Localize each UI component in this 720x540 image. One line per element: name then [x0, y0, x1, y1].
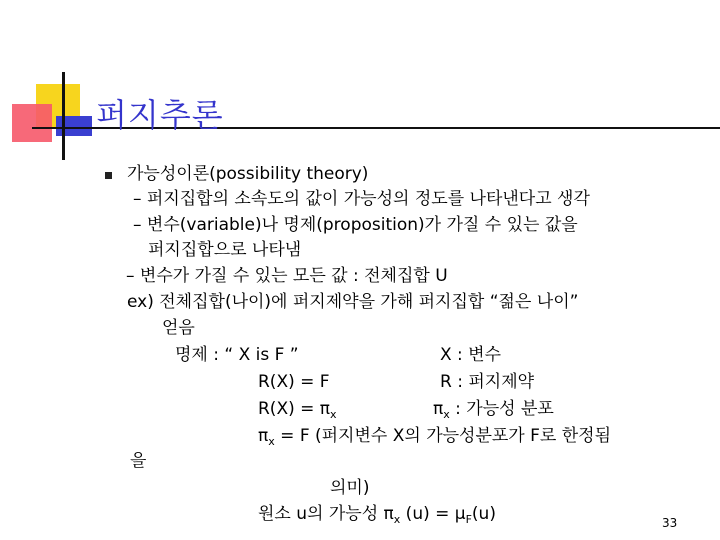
- text-line-8-left: 명제 : “ X is F ”: [175, 345, 299, 365]
- text-line-11: [258, 425, 611, 449]
- text-line-12: 을: [130, 451, 147, 471]
- text-line-2: – 퍼지집합의 소속도의 값이 가능성의 정도를 나타낸다고 생각: [133, 189, 590, 209]
- decor-red-square: [12, 104, 52, 142]
- subscript-f: F: [465, 513, 472, 526]
- text-line-10-left-main: R(X) = π: [258, 399, 331, 419]
- subscript-x: x: [443, 408, 450, 421]
- text-line-9-right: R : 퍼지제약: [440, 372, 535, 392]
- text-line-13: 의미): [330, 478, 370, 498]
- text-line-14-a: 원소 u의 가능성 π: [258, 504, 394, 524]
- pi-symbol: π: [433, 399, 444, 419]
- text-line-14-b: (u) = μ: [400, 504, 466, 524]
- text-line-4: 퍼지집합으로 나타냄: [148, 240, 302, 260]
- text-line-11-rest: = F (퍼지변수 X의 가능성분포가 F로 한정됨: [274, 426, 612, 446]
- text-line-10-right: [433, 398, 554, 422]
- slide-title: 퍼지추론: [96, 96, 224, 134]
- text-line-7: 얻음: [162, 318, 195, 338]
- page-number: 33: [662, 516, 678, 530]
- pi-symbol: π: [258, 426, 269, 446]
- bullet-square-icon: [105, 172, 112, 179]
- text-line-14: [258, 503, 496, 527]
- subscript-x: x: [330, 408, 337, 421]
- text-line-3: – 변수(variable)나 명제(proposition)가 가질 수 있는 값을: [133, 215, 578, 235]
- text-line-6: ex) 전체집합(나이)에 퍼지제약을 가해 퍼지집합 “젊은 나이”: [127, 292, 579, 312]
- decor-vertical-line: [62, 72, 65, 160]
- subscript-x: x: [393, 513, 401, 526]
- text-line-14-c: (u): [471, 504, 496, 524]
- text-line-10-right-rest: : 가능성 분포: [449, 399, 554, 419]
- text-line-5: – 변수가 가질 수 있는 모든 값 : 전체집합 U: [126, 266, 448, 286]
- subscript-x: x: [268, 435, 275, 448]
- text-line-10-left: [258, 398, 337, 422]
- text-line-8-right: X : 변수: [440, 345, 502, 365]
- text-line-1: 가능성이론(possibility theory): [127, 164, 369, 184]
- text-line-9-left: R(X) = F: [258, 372, 330, 392]
